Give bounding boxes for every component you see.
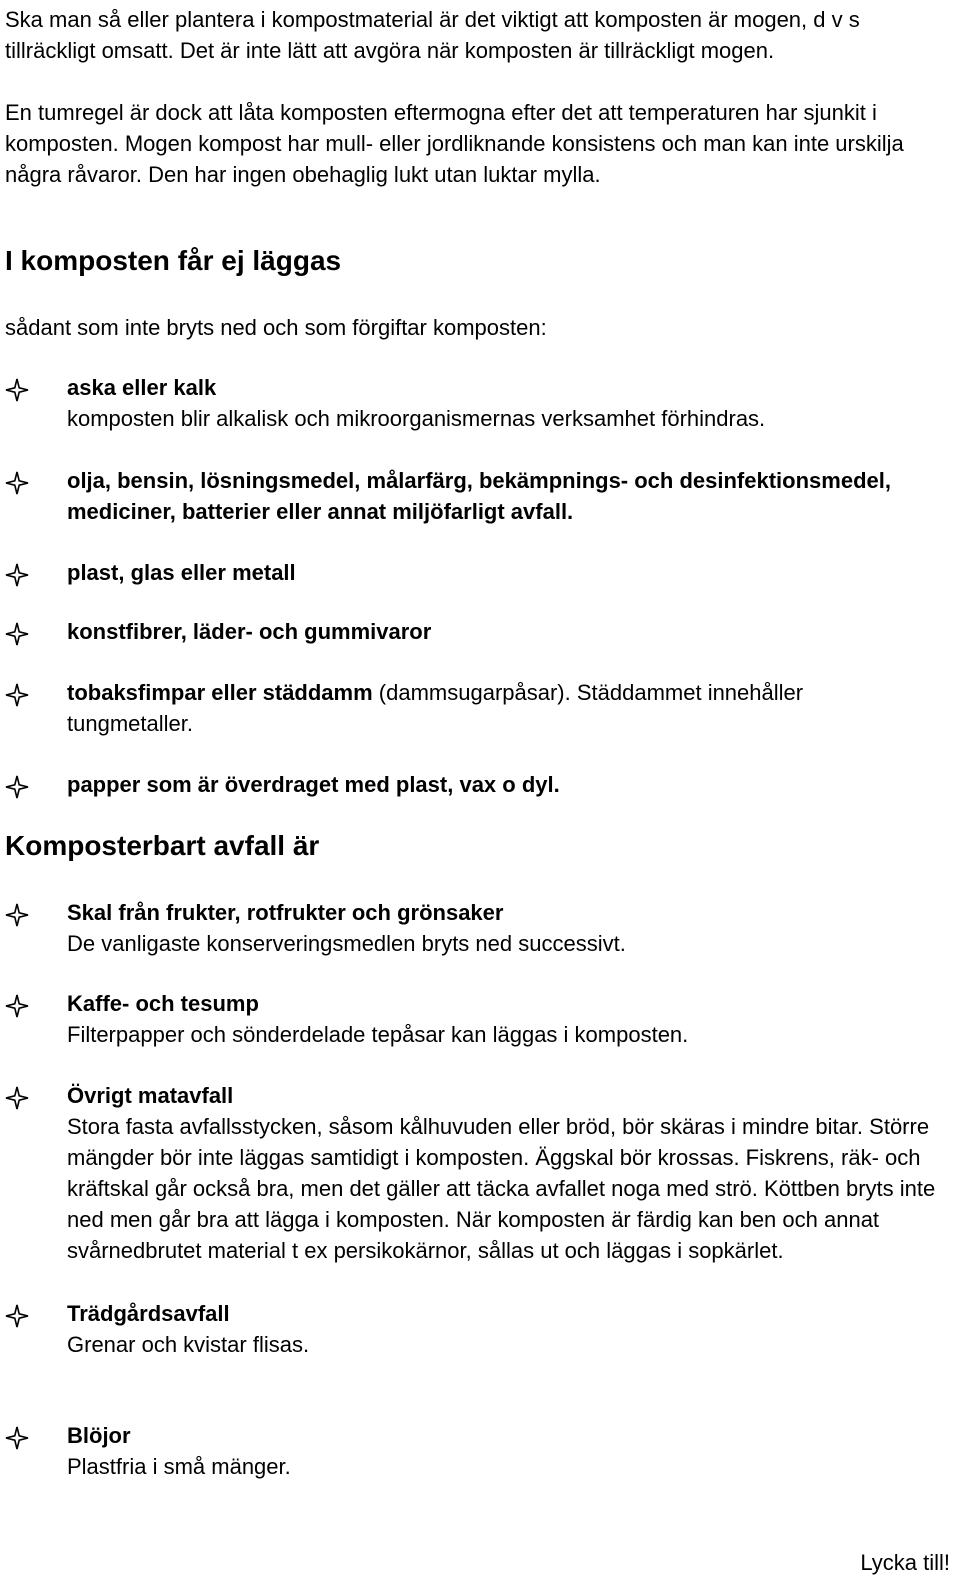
item-description: Filterpapper och sönderdelade tepåsar kan läggas i komposten. [67, 1022, 689, 1047]
star-bullet-icon [5, 994, 29, 1018]
item-note: (dammsugarpåsar). Städdammet innehåller tungmetaller. [67, 680, 804, 736]
star-bullet-icon [5, 1086, 29, 1110]
item-title: Skal från frukter, rotfrukter och grönsaker [67, 900, 504, 925]
item-description: Grenar och kvistar flisas. [67, 1332, 310, 1357]
item-description: Plastfria i små mänger. [67, 1454, 291, 1479]
star-bullet-icon [5, 775, 29, 799]
closing-text: Lycka till! [860, 1550, 950, 1575]
star-bullet-icon [5, 622, 29, 646]
item-title: konstfibrer, läder- och gummivaror [67, 619, 432, 644]
heading-allowed: Komposterbart avfall är [5, 830, 320, 861]
item-title: olja, bensin, lösningsmedel, målarfärg, bekämpnings- och desinfektionsmedel, mediciner, batterier eller annat miljöfarligt avfall. [67, 468, 891, 524]
forbidden-lead: sådant som inte bryts ned och som förgiftar komposten: [5, 315, 547, 340]
item-title: papper som är överdraget med plast, vax o dyl. [67, 772, 560, 797]
item-title: Övrigt matavfall [67, 1083, 234, 1108]
star-bullet-icon [5, 563, 29, 587]
item-title: Blöjor [67, 1423, 131, 1448]
item-description: Stora fasta avfallsstycken, såsom kålhuvuden eller bröd, bör skäras i mindre bitar. Större mängder bör inte läggas samtidigt i komposten. Äggskal bör krossas. Fiskrens, räk- och kräftskal går också bra, men det gäller att täcka avfallet noga med strö. Köttben bryts inte ned men går bra att lägga i komposten. När komposten är färdig kan ben och annat svårnedbrutet material t ex persikokärnor, sållas ut och läggas i sopkärlet. [67, 1114, 936, 1263]
star-bullet-icon [5, 1426, 29, 1450]
item-title: plast, glas eller metall [67, 560, 296, 585]
item-title: tobaksfimpar eller städdamm [67, 680, 373, 705]
star-bullet-icon [5, 471, 29, 495]
item-title: Kaffe- och tesump [67, 991, 259, 1016]
intro-paragraph-2: En tumregel är dock att låta komposten eftermogna efter det att temperaturen har sjunkit i komposten. Mogen kompost har mull- eller jordliknande konsistens och man kan inte urskilja några råvaror. Den har ingen obehaglig lukt utan luktar mylla. [5, 100, 904, 187]
star-bullet-icon [5, 378, 29, 402]
star-bullet-icon [5, 683, 29, 707]
item-description: De vanligaste konserveringsmedlen bryts ned successivt. [67, 931, 626, 956]
item-title: aska eller kalk [67, 375, 217, 400]
intro-paragraph-1: Ska man så eller plantera i kompostmaterial är det viktigt att komposten är mogen, d v s tillräckligt omsatt. Det är inte lätt att avgöra när komposten är tillräckligt mogen. [5, 7, 860, 63]
item-description: komposten blir alkalisk och mikroorganismernas verksamhet förhindras. [67, 406, 766, 431]
star-bullet-icon [5, 1304, 29, 1328]
item-title: Trädgårdsavfall [67, 1301, 230, 1326]
heading-forbidden: I komposten får ej läggas [5, 245, 342, 276]
star-bullet-icon [5, 903, 29, 927]
